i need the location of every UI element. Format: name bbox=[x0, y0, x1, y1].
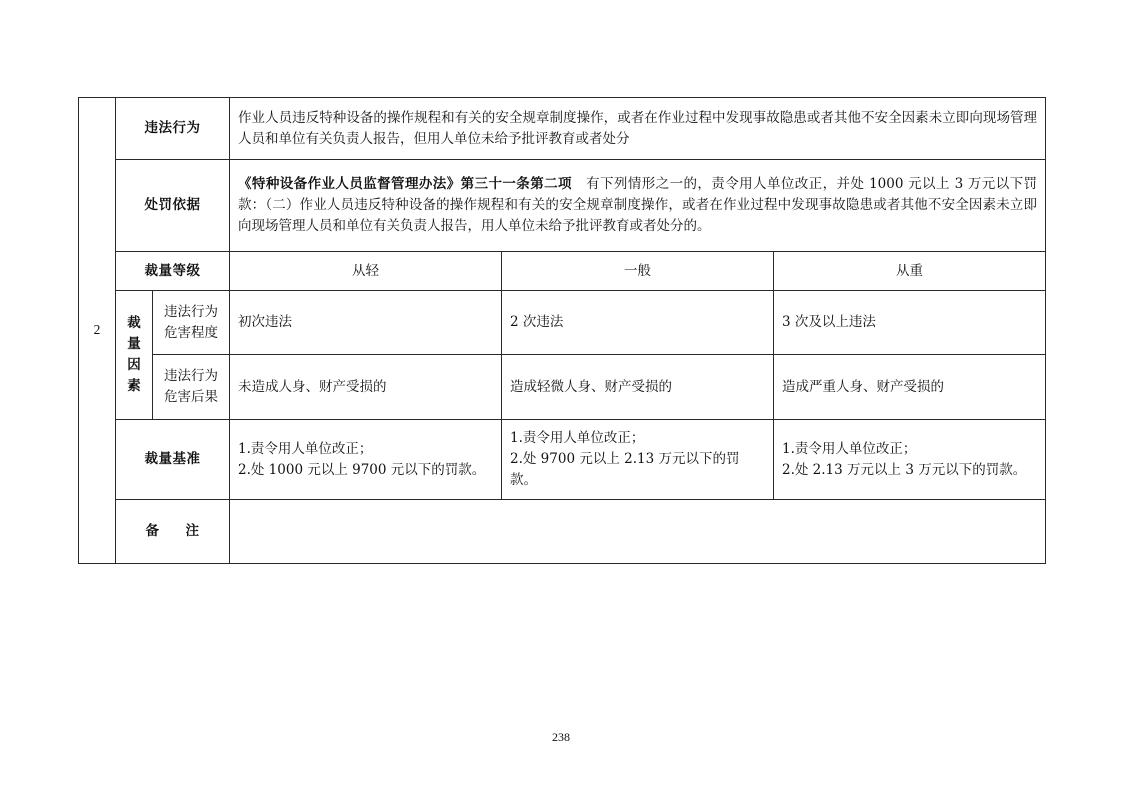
grade-level-light: 从轻 bbox=[230, 252, 502, 291]
page-number: 238 bbox=[552, 730, 570, 744]
grade-label: 裁量等级 bbox=[116, 252, 230, 291]
standard-general-line2: 2.处 9700 元以上 2.13 万元以下的罚款。 bbox=[510, 451, 740, 488]
consequence-label-line2: 危害后果 bbox=[164, 389, 218, 405]
remarks-label-char1: 备 bbox=[145, 523, 160, 540]
consequence-general: 造成轻微人身、财产受损的 bbox=[502, 355, 774, 420]
violation-row bbox=[79, 98, 1046, 160]
factors-label bbox=[116, 291, 153, 420]
factors-label-char: 裁 bbox=[127, 315, 141, 332]
consequence-label-line1: 违法行为 bbox=[164, 368, 218, 385]
basis-text: 有下列情形之一的，责令用人单位改正，并处 1000 元以上 3 万元以下罚款：（二）作业人员违反特种设备的操作规程和有关的安全规章制度操作，或者在作业过程中发现事故隐患或者其他不安全因素未立即向现场管理人员和单位有关负责人报告，用人单位未给予批评教育或者处分的。 bbox=[238, 176, 1038, 234]
grade-level-general: 一般 bbox=[502, 252, 774, 291]
remarks-text bbox=[230, 500, 1046, 564]
penalty-discretion-table bbox=[78, 97, 1046, 564]
row-number-cell bbox=[79, 98, 116, 564]
remarks-row bbox=[79, 500, 1046, 564]
standard-light-line2: 2.处 1000 元以上 9700 元以下的罚款。 bbox=[238, 461, 486, 478]
factors-label-char: 量 bbox=[127, 336, 141, 353]
standard-general bbox=[502, 420, 774, 500]
violation-label: 违法行为 bbox=[116, 98, 230, 160]
factors-label-char: 素 bbox=[127, 377, 141, 394]
standard-heavy bbox=[774, 420, 1046, 500]
degree-label bbox=[153, 291, 230, 355]
standard-heavy-line1: 1.责令用人单位改正； bbox=[782, 440, 917, 457]
grade-level-heavy: 从重 bbox=[774, 252, 1046, 291]
violation-text: 作业人员违反特种设备的操作规程和有关的安全规章制度操作，或者在作业过程中发现事故隐患或者其他不安全因素未立即向现场管理人员和单位有关负责人报告，但用人单位未给予批评教育或者处分 bbox=[230, 98, 1046, 160]
factor-degree-row bbox=[79, 291, 1046, 355]
standard-label: 裁量基准 bbox=[116, 420, 230, 500]
standard-row bbox=[79, 420, 1046, 500]
degree-label-line1: 违法行为 bbox=[164, 303, 218, 320]
factors-label-char: 因 bbox=[127, 357, 141, 373]
degree-heavy: 3 次及以上违法 bbox=[774, 291, 1046, 355]
standard-light bbox=[230, 420, 502, 500]
basis-cell bbox=[230, 160, 1046, 252]
basis-row bbox=[79, 160, 1046, 252]
basis-reference: 《特种设备作业人员监督管理办法》第三十一条第二项 bbox=[238, 176, 572, 193]
factor-consequence-row bbox=[79, 355, 1046, 420]
consequence-light: 未造成人身、财产受损的 bbox=[230, 355, 502, 420]
degree-general: 2 次违法 bbox=[502, 291, 774, 355]
standard-general-line1: 1.责令用人单位改正； bbox=[510, 430, 645, 447]
basis-label: 处罚依据 bbox=[116, 160, 230, 252]
row-number: 2 bbox=[93, 322, 101, 338]
remarks-label-char2: 注 bbox=[185, 523, 200, 540]
grade-row bbox=[79, 252, 1046, 291]
degree-label-line2: 危害程度 bbox=[164, 324, 218, 341]
consequence-heavy: 造成严重人身、财产受损的 bbox=[774, 355, 1046, 420]
standard-heavy-line2: 2.处 2.13 万元以上 3 万元以下的罚款。 bbox=[782, 461, 1027, 478]
consequence-label bbox=[153, 355, 230, 420]
remarks-label bbox=[116, 500, 230, 564]
degree-light: 初次违法 bbox=[230, 291, 502, 355]
standard-light-line1: 1.责令用人单位改正； bbox=[238, 440, 373, 457]
